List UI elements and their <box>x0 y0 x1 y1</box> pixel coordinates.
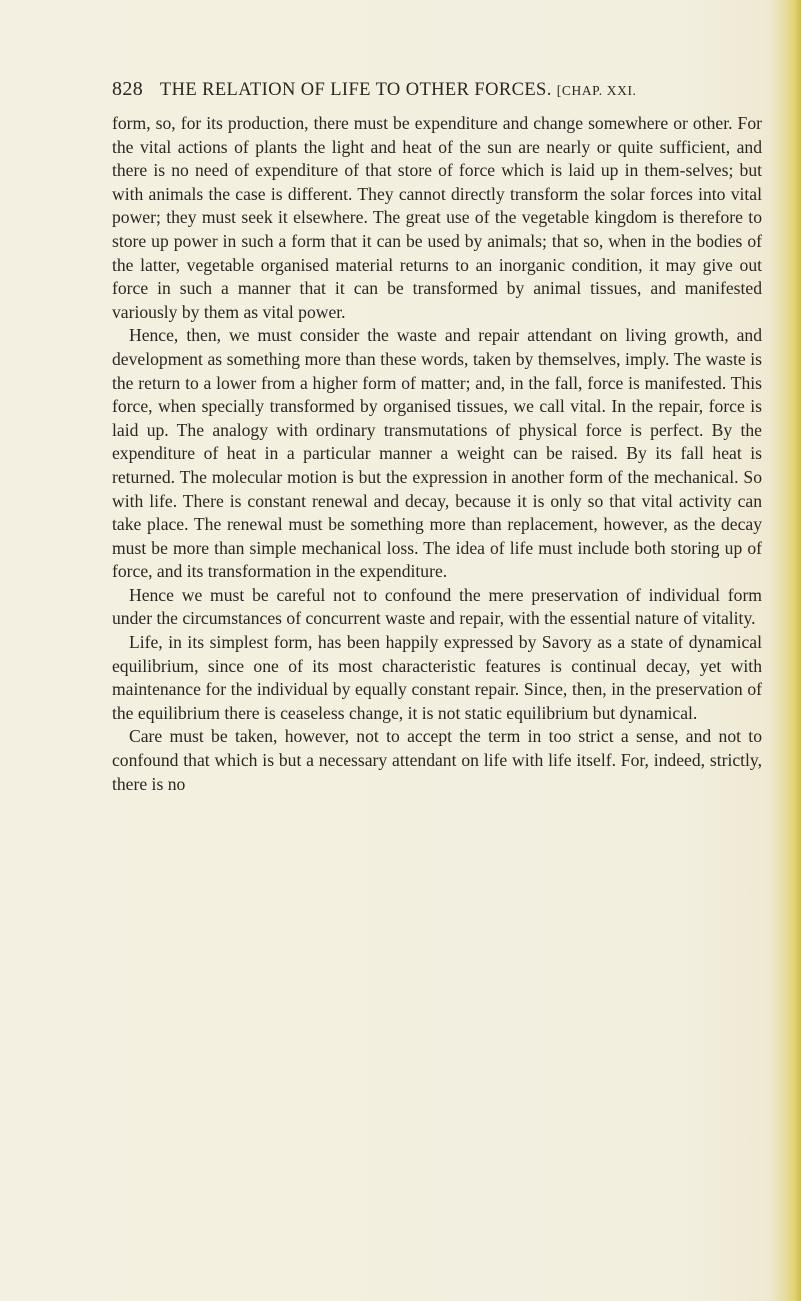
paragraph-1: form, so, for its production, there must be expenditure and change somewhere or other. For the vital actions of plants the light and heat of the sun are nearly or quite sufficient, and there is no need of expenditure of that store of force which is laid up in them-selves; but with animals the case is different. They cannot directly transform the solar forces into vital power; they must seek it elsewhere. The great use of the vegetable kingdom is therefore to store up power in such a form that it can be used by animals; that so, when in the bodies of the latter, vegetable organised material returns to an inorganic condition, it may give out force in such a manner that it can be transformed by animal tissues, and manifested variously by them as vital power. <box>112 113 762 322</box>
page-number: 828 <box>112 78 144 100</box>
body-text <box>112 112 762 796</box>
running-title: THE RELATION OF LIFE TO OTHER FORCES. <box>159 80 552 100</box>
page-edge <box>787 0 801 1301</box>
running-header <box>112 78 742 101</box>
paragraph-5: Care must be taken, however, not to accept the term in too strict a sense, and not to confound that which is but a necessary attendant on life with life itself. For, indeed, strictly, there is no <box>112 726 762 794</box>
chapter-label: [CHAP. XXI. <box>556 83 637 98</box>
paragraph-4: Life, in its simplest form, has been happily expressed by Savory as a state of dynamical equilibrium, since one of its most characteristic features is continual decay, yet with maintenance for the individual by equally constant repair. Since, then, in the preservation of the equilibrium there is ceaseless change, it is not static equilibrium but dynamical. <box>112 632 762 723</box>
paragraph-2: Hence, then, we must consider the waste and repair attendant on living growth, and development as something more than these words, taken by themselves, imply. The waste is the return to a lower from a higher form of matter; and, in the fall, force is manifested. This force, when specially transformed by organised tissues, we call vital. In the repair, force is laid up. The analogy with ordinary transmutations of physical force is perfect. By the expenditure of heat in a particular manner a weight can be raised. By its fall heat is returned. The molecular motion is but the expression in another form of the mechanical. So with life. There is constant renewal and decay, because it is only so that vital activity can take place. The renewal must be something more than replacement, however, as the decay must be more than simple mechanical loss. The idea of life must include both storing up of force, and its transformation in the expenditure. <box>112 325 762 582</box>
paragraph-3: Hence we must be careful not to confound the mere preservation of individual form under the circumstances of concurrent waste and repair, with the essential nature of vitality. <box>112 584 762 629</box>
